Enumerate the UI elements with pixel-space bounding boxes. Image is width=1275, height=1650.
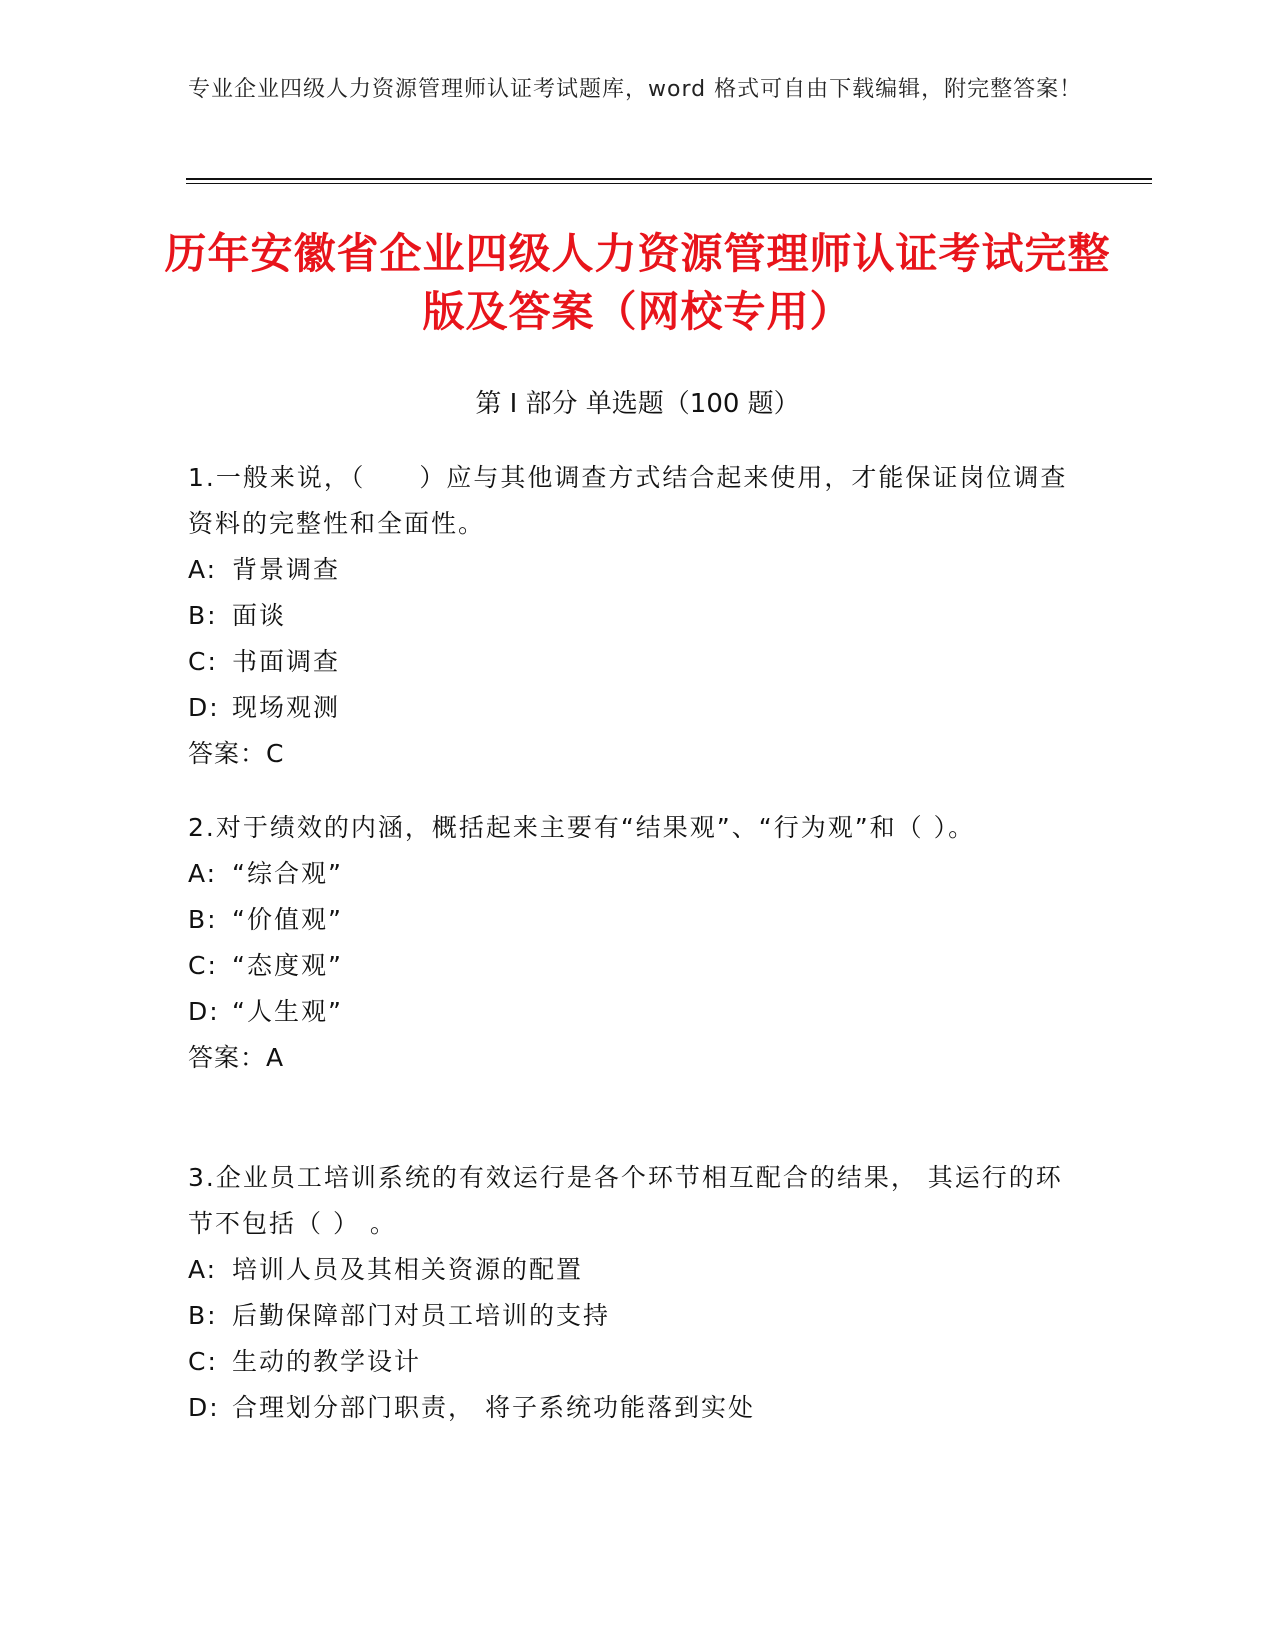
option-d	[188, 685, 1078, 731]
header-divider-thick	[186, 178, 1152, 180]
question-stem: 1.一般来说，（ ）应与其他调查方式结合起来使用，才能保证岗位调查资料的完整性和全面性。	[188, 463, 1068, 538]
option-letter: A:	[188, 555, 218, 584]
option-letter: D:	[188, 1393, 220, 1422]
option-text: “价值观”	[232, 905, 343, 934]
option-text: 书面调查	[232, 647, 341, 676]
option-text: 背景调查	[232, 555, 341, 584]
option-b	[188, 1293, 1078, 1339]
option-c	[188, 943, 1078, 989]
option-text: “人生观”	[232, 997, 343, 1026]
option-text: 后勤保障部门对员工培训的支持	[232, 1301, 611, 1330]
option-d	[188, 1385, 1078, 1431]
question-stem: 2.对于绩效的内涵，概括起来主要有“结果观”、“行为观”和（ ）。	[188, 813, 976, 842]
answer: 答案：A	[188, 1043, 285, 1072]
option-letter: B:	[188, 1301, 218, 1330]
option-letter: D:	[188, 693, 220, 722]
option-a	[188, 1247, 1078, 1293]
option-b	[188, 897, 1078, 943]
header-note: 专业企业四级人力资源管理师认证考试题库，word 格式可自由下载编辑，附完整答案！	[188, 77, 1083, 102]
question-3	[188, 1155, 1078, 1431]
question-2	[188, 805, 1078, 1081]
option-c	[188, 1339, 1078, 1385]
option-text: 培训人员及其相关资源的配置	[232, 1255, 584, 1284]
option-text: “综合观”	[232, 859, 343, 888]
question-stem: 3.企业员工培训系统的有效运行是各个环节相互配合的结果， 其运行的环节不包括（ ） 。	[188, 1163, 1063, 1238]
option-a	[188, 547, 1078, 593]
option-letter: C:	[188, 1347, 218, 1376]
option-text: 面谈	[232, 601, 287, 630]
option-text: 现场观测	[232, 693, 341, 722]
option-letter: C:	[188, 951, 218, 980]
option-a	[188, 851, 1078, 897]
document-title: 历年安徽省企业四级人力资源管理师认证考试完整版及答案（网校专用）	[164, 229, 1111, 336]
option-text: “态度观”	[232, 951, 343, 980]
option-letter: A:	[188, 1255, 218, 1284]
option-text: 合理划分部门职责， 将子系统功能落到实处	[232, 1393, 755, 1422]
option-letter: D:	[188, 997, 220, 1026]
section-title: 第 I 部分 单选题（100 题）	[475, 389, 800, 419]
option-letter: B:	[188, 905, 218, 934]
option-letter: C:	[188, 647, 218, 676]
option-letter: B:	[188, 601, 218, 630]
option-d	[188, 989, 1078, 1035]
header-divider-thin	[186, 183, 1152, 184]
option-text: 生动的教学设计	[232, 1347, 422, 1376]
option-c	[188, 639, 1078, 685]
question-1	[188, 455, 1078, 777]
answer: 答案：C	[188, 739, 285, 768]
option-letter: A:	[188, 859, 218, 888]
option-b	[188, 593, 1078, 639]
